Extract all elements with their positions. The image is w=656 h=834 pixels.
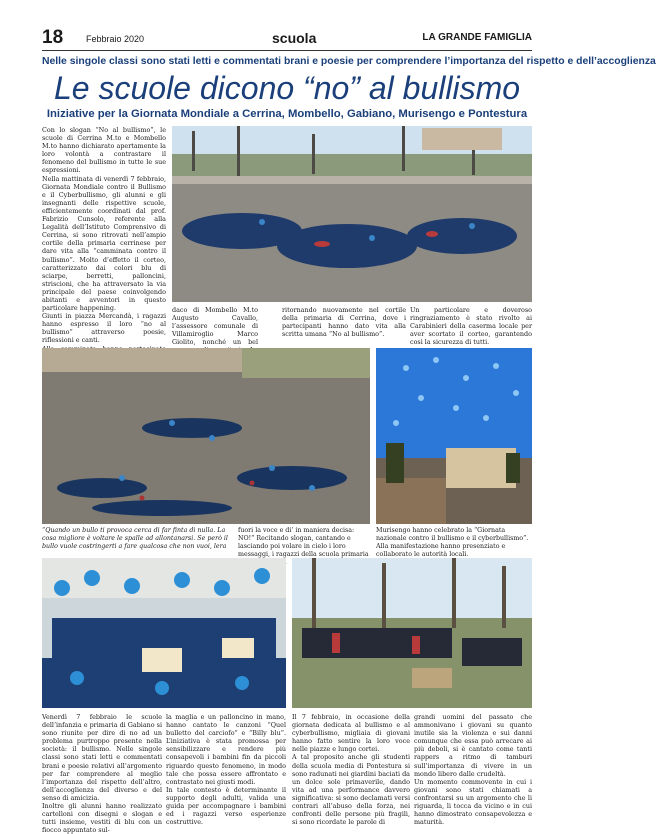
cerrina-p2: Nella mattinata di venerdì 7 febbraio, Giornata Mondiale contro il Bullismo e il Cyberbullismo, gli alunni e gli insegnanti delle rispettive scuole, efficientemente coordinati dal prof. Fabrizio Cunsolo, referente alla Legalità dell’Istituto Comprensivo di Cerrina, si sono ritrovati nell’ampio cortile della primaria cerrinese per dare vita alla “camminata contro il bullismo”. Molto d’effetto il corteo, caratterizzato dai colori blu di sciarpe, berretti, palloncini, striscioni, che ha attraversato la via principale del paese coinvolgendo abitanti e avventori in questo particolare happening.: [42, 174, 166, 313]
section-name: scuola: [272, 30, 317, 46]
photo-balloons-murisengo: [376, 348, 532, 524]
header-rule: [42, 50, 532, 51]
caption-quote: [42, 527, 232, 553]
caption-quote-continued: fuori la voce e di’ in maniera decisa: NO!” Recitando slogan, cantando e lasciando poi volare in cielo i loro messaggi, i ragazzi della scuola primaria: [238, 527, 369, 558]
caption-quote-text: “Quando un bullo ti provoca cerca di far finta di nulla. La cosa migliore è voltare le spalle ad allontanarsi. Se però il bullo vuole costringerti a fare qualcosa che non vuoi, lera: [42, 527, 228, 550]
gabiano-p3: la maglia e un palloncino in mano, hanno cantato le canzoni “Quel bulletto del carciofo” e “Billy blu”. L’iniziativa è stata promossa per sensibilizzare e rendere più consapevoli i bambini fin da piccoli riguardo questo fenomeno, in modo tale che possa essere affrontato e contrastato nei giusti modi.: [166, 713, 286, 786]
photo-human-writing: [42, 348, 370, 524]
gabiano-p1: Venerdì 7 febbraio le scuole dell’infanzia e primaria di Gabiano si sono riunite per dire di no ad un problema purtroppo presente nella società: il bullismo. Nelle singole classi sono stati letti e commentati brani e poesie relativi all’argomento per far comprendere al meglio l’importanza del rispetto dell’altro, dell’accoglienza del diverso e del senso di amicizia.: [42, 713, 162, 802]
article-kicker: Nelle singole classi sono stati letti e commentati brani e poesie per comprendere l’importanza del rispetto e dell’accoglienza: [42, 56, 656, 67]
gabiano-p4: In tale contesto è determinante il supporto degli adulti, valida una guida per accompagnare i bambini ed i ragazzi verso esperienze costruttive.: [166, 785, 286, 827]
article-headline: Le scuole dicono “no” al bullismo: [53, 70, 521, 106]
pontestura-p3: grandi uomini del passato che ammonivano i giovani su quanto inutile sia la violenza e sui danni comunque che essa può arrecare ai più deboli, si è cantato come tanti rappers a ritmo di tamburi sull’importanza di vivere in un mondo libero dalle crudeltà.: [414, 713, 532, 778]
photo-gabiano-children: [42, 558, 286, 708]
page-header: [42, 28, 532, 48]
photo-pontestura-students: [292, 558, 532, 708]
pontestura-column-2: [414, 713, 532, 827]
cerrina-column-2: daco di Mombello M.to Augusto Cavallo, l’assessore comunale di Villamiroglio Marco Giolito, nonché un bel: [172, 306, 258, 347]
cerrina-column-4: Un particolare e doveroso ringraziamento è stato rivolto ai Carabinieri della caserma locale per aver scortato il corteo, garantendo così la sicurezza di tutti.: [410, 306, 532, 347]
pontestura-p1: Il 7 febbraio, in occasione della giornata dedicata al bullismo e al cyberbullismo, migliaia di giovani hanno fatto sentire la loro voce nelle piazze e lungo cortei.: [292, 713, 410, 754]
cerrina-p1: Con lo slogan “No al bullismo”, le scuole di Cerrina M.to e Mombello M.to hanno dichiarato apertamente la loro volontà a contrastare il fenomeno del bullismo in tutte le sue espressioni.: [42, 126, 166, 175]
gabiano-p2: Inoltre gli alunni hanno realizzato cartelloni con disegni e slogan e tutti insieme, vestiti di blu con un fiocco appuntato sul-: [42, 802, 162, 834]
gabiano-column-2: [166, 713, 286, 827]
photo-cerrina-courtyard: [172, 126, 532, 302]
newspaper-name: LA GRANDE FAMIGLIA: [422, 32, 532, 43]
cerrina-column-1: [42, 126, 166, 345]
page-number: 18: [42, 27, 64, 48]
pontestura-p4: Un momento commovente in cui i giovani sono stati chiamati a confrontarsi su un argomento che li riguarda, li tocca da vicino e in cui hanno dimostrato consapevolezza e maturità.: [414, 777, 532, 827]
issue-date: Febbraio 2020: [86, 34, 145, 44]
article-subhead: Iniziative per la Giornata Mondiale a Cerrina, Mombello, Gabiano, Murisengo e Pontestura: [46, 108, 528, 120]
pontestura-column-1: [292, 713, 410, 827]
cerrina-column-3: ritornando nuovamente nel cortile della primaria di Cerrina, dove i partecipanti hanno dato vita alla scritta umana “No al bullismo”.: [282, 306, 406, 339]
gabiano-column-1: [42, 713, 162, 834]
cerrina-p3: Giunti in piazza Mercandà, i ragazzi hanno espresso il loro “no al bullismo” attraverso poesie, riflessioni e canti.: [42, 312, 166, 345]
pontestura-p2: A tal proposito anche gli studenti della scuola media di Pontestura si sono radunati nei giardini baciati da un dolce sole primaverile, dando vita ad una performance davvero significativa: si sono declamati versi contrari all’abuso della forza, nei confronti delle persone più fragili, si sono ricordate le parole di: [292, 753, 410, 827]
caption-murisengo: Murisengo hanno celebrato la “Giornata nazionale contro il bullismo e il cyberbullismo”. Alla manifestazione hanno presenziato e collaborato le autorità locali.: [376, 527, 529, 558]
